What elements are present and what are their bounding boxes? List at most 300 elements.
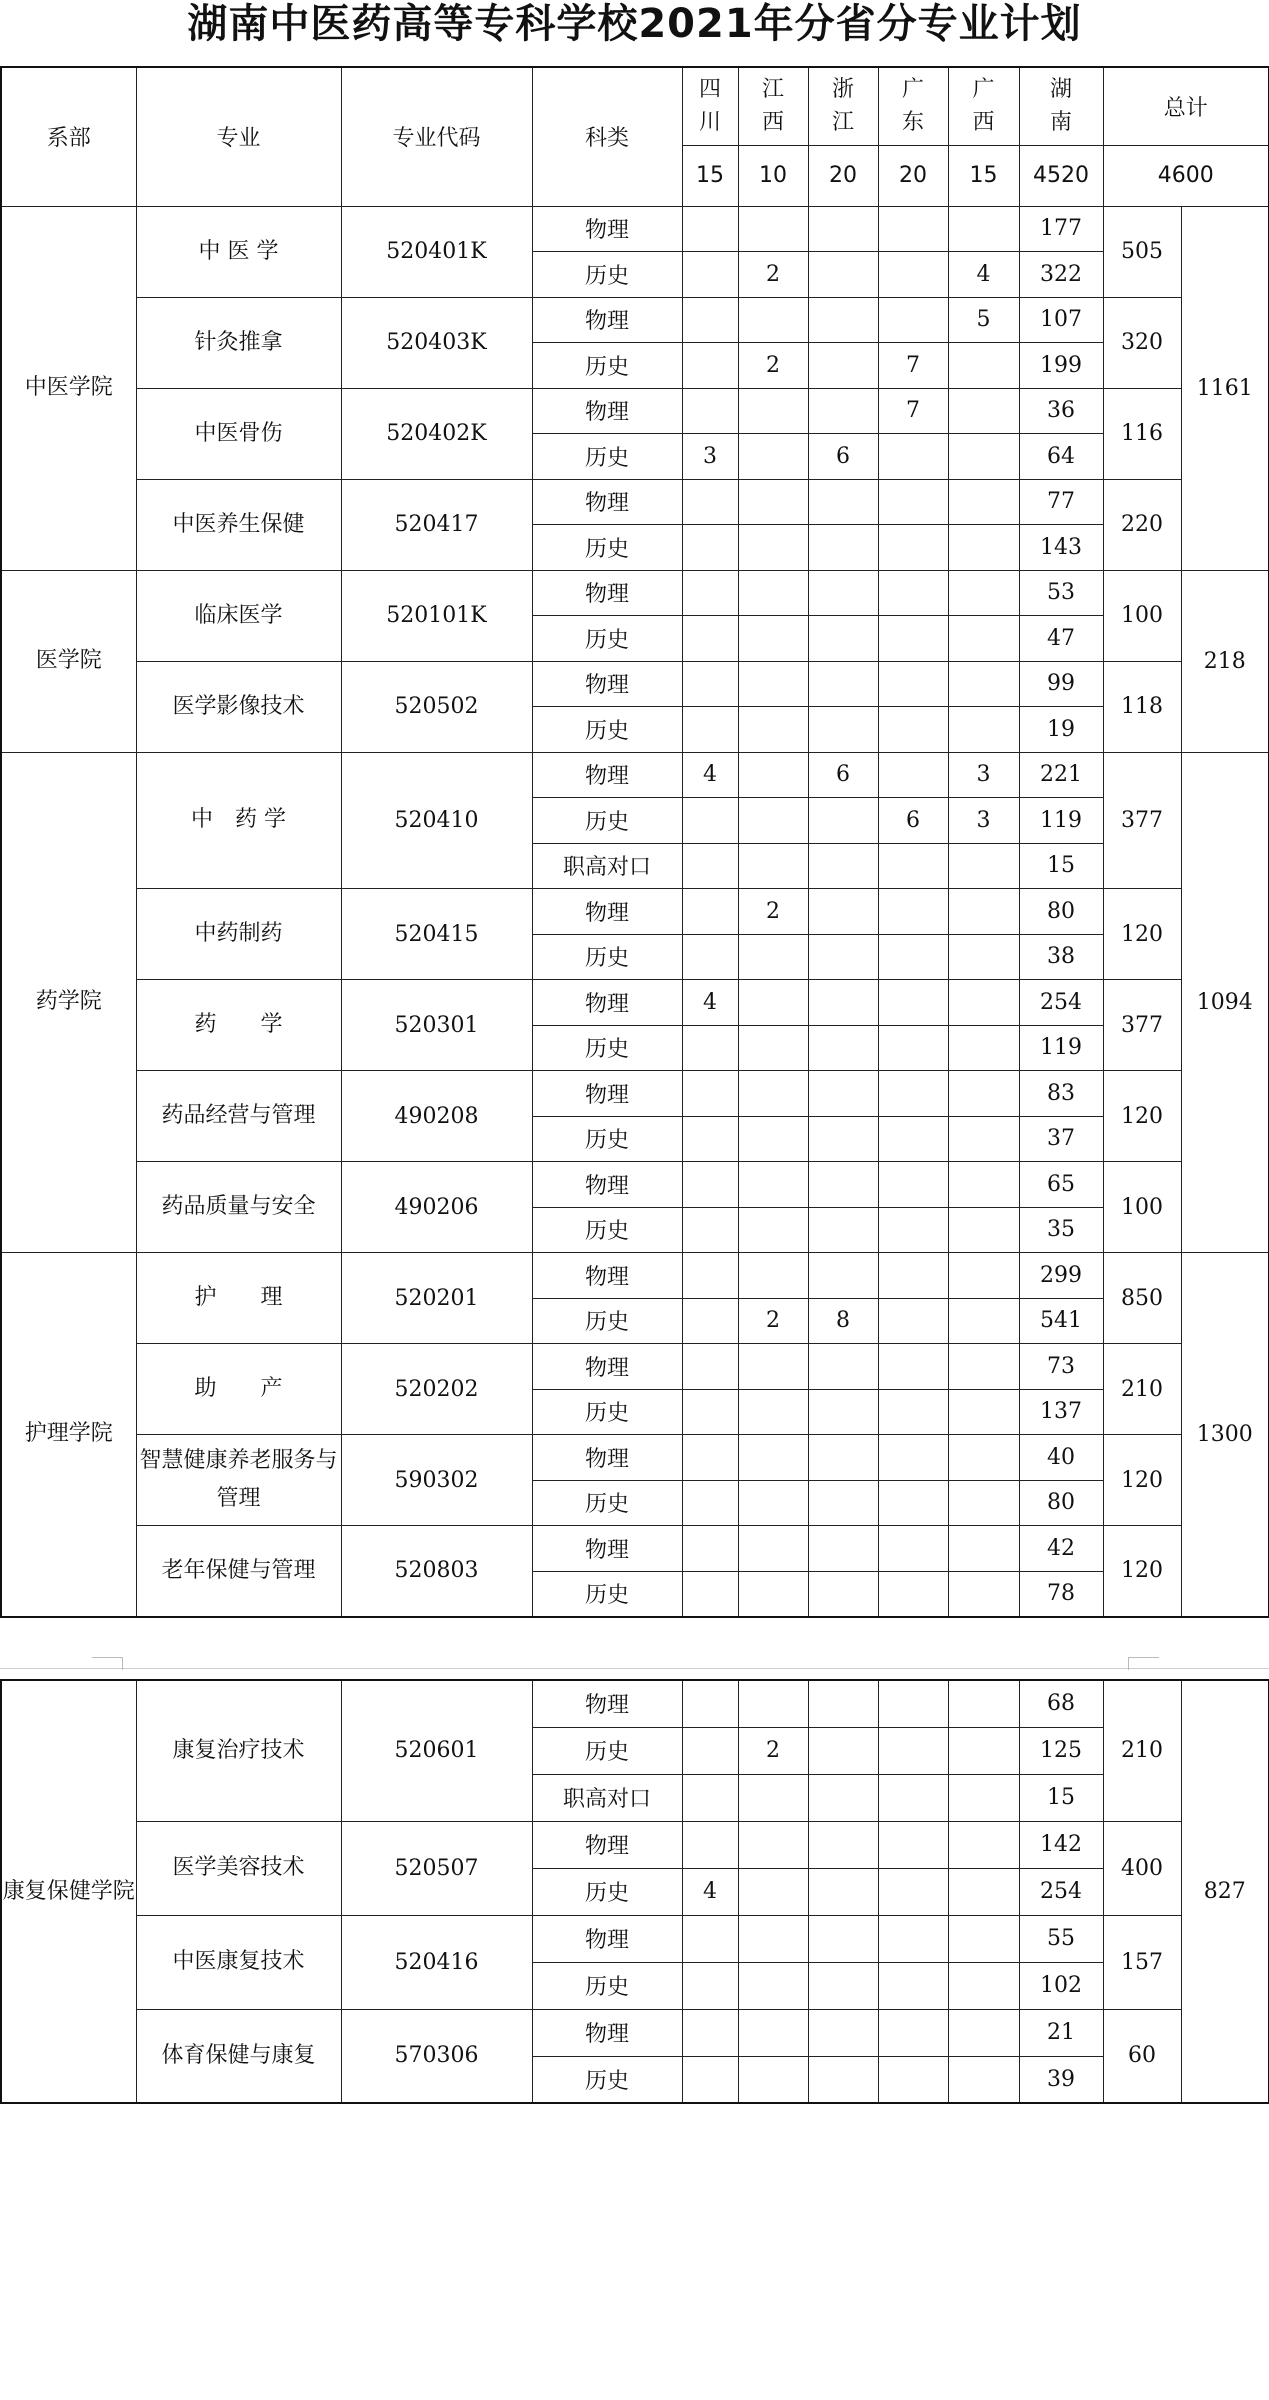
dept-name: 中医学院: [1, 206, 136, 570]
page-break-mark: [92, 1657, 123, 1670]
province-quota: [948, 2009, 1019, 2056]
province-quota: [682, 1435, 738, 1481]
province-quota: 21: [1019, 2009, 1103, 2056]
province-quota: [738, 1162, 808, 1208]
province-quota: [738, 1526, 808, 1572]
province-quota: 53: [1019, 570, 1103, 616]
table-row: [1, 2009, 1269, 2056]
province-quota: 4: [948, 252, 1019, 298]
province-quota: [738, 843, 808, 889]
province-quota: 6: [808, 752, 878, 798]
province-quota: [878, 1253, 948, 1299]
province-quota: [878, 1526, 948, 1572]
province-quota: 3: [682, 434, 738, 480]
province-quota: [878, 1071, 948, 1117]
province-quota: 83: [1019, 1071, 1103, 1117]
header-province-count: 15: [948, 145, 1019, 206]
major-name: 中医康复技术: [136, 1915, 341, 2009]
province-quota: [682, 1915, 738, 1962]
major-total: 400: [1103, 1821, 1181, 1915]
province-quota: [738, 2056, 808, 2103]
province-quota: [738, 1774, 808, 1821]
subject-type: 历史: [532, 343, 682, 389]
major-total: 377: [1103, 980, 1181, 1071]
major-code: 520415: [341, 889, 532, 980]
province-quota: 3: [948, 798, 1019, 844]
table-row: [1, 297, 1269, 343]
province-quota: 2: [738, 889, 808, 935]
province-quota: 37: [1019, 1116, 1103, 1162]
province-quota: [878, 1298, 948, 1344]
province-quota: [808, 1116, 878, 1162]
major-name: 智慧健康养老服务与管理: [136, 1435, 341, 1526]
province-quota: [878, 1207, 948, 1253]
province-quota: [738, 297, 808, 343]
subject-type: 历史: [532, 1025, 682, 1071]
province-quota: 541: [1019, 1298, 1103, 1344]
enrollment-plan-table: [0, 66, 1269, 1618]
province-quota: 254: [1019, 1868, 1103, 1915]
province-quota: [948, 479, 1019, 525]
province-quota: [878, 1162, 948, 1208]
province-quota: [738, 1435, 808, 1481]
province-quota: [948, 206, 1019, 252]
province-quota: [738, 980, 808, 1026]
province-quota: [948, 1071, 1019, 1117]
table-row: [1, 1680, 1269, 1727]
major-code: 520401K: [341, 206, 532, 297]
province-quota: [948, 661, 1019, 707]
province-quota: [682, 707, 738, 753]
subject-type: 历史: [532, 616, 682, 662]
province-quota: [808, 1344, 878, 1390]
province-quota: [682, 1821, 738, 1868]
province-quota: [808, 1526, 878, 1572]
province-quota: [738, 752, 808, 798]
header-dept: 系部: [1, 67, 136, 206]
province-quota: [682, 1389, 738, 1435]
header-province: 广 西: [948, 67, 1019, 145]
province-quota: [808, 661, 878, 707]
province-quota: [948, 980, 1019, 1026]
table-row: [1, 980, 1269, 1026]
subject-type: 历史: [532, 2056, 682, 2103]
province-quota: [948, 570, 1019, 616]
province-quota: 38: [1019, 934, 1103, 980]
dept-name: 康复保健学院: [1, 1680, 136, 2103]
province-quota: [738, 1389, 808, 1435]
major-code: 520202: [341, 1344, 532, 1435]
subject-type: 物理: [532, 661, 682, 707]
major-code: 520402K: [341, 388, 532, 479]
province-quota: [948, 2056, 1019, 2103]
province-quota: [948, 616, 1019, 662]
province-quota: [878, 752, 948, 798]
major-name: 药品质量与安全: [136, 1162, 341, 1253]
province-quota: [948, 1915, 1019, 1962]
province-quota: 80: [1019, 889, 1103, 935]
table-row: [1, 1821, 1269, 1868]
province-quota: [808, 525, 878, 571]
major-code: 520201: [341, 1253, 532, 1344]
major-total: 210: [1103, 1344, 1181, 1435]
table-row: [1, 1253, 1269, 1299]
province-quota: [682, 889, 738, 935]
subject-type: 历史: [532, 798, 682, 844]
header-province: 广 东: [878, 67, 948, 145]
province-quota: 19: [1019, 707, 1103, 753]
subject-type: 历史: [532, 1207, 682, 1253]
province-quota: [682, 1774, 738, 1821]
major-code: 520601: [341, 1680, 532, 1821]
province-quota: [878, 1868, 948, 1915]
major-name: 医学影像技术: [136, 661, 341, 752]
major-total: 118: [1103, 661, 1181, 752]
province-quota: [878, 1571, 948, 1617]
province-quota: [808, 1774, 878, 1821]
subject-type: 物理: [532, 570, 682, 616]
subject-type: 物理: [532, 479, 682, 525]
province-quota: [682, 1526, 738, 1572]
province-quota: [682, 1571, 738, 1617]
province-quota: [682, 297, 738, 343]
header-province-count: 20: [808, 145, 878, 206]
major-name: 中医骨伤: [136, 388, 341, 479]
province-quota: [738, 1680, 808, 1727]
page-title: 湖南中医药高等专科学校2021年分省分专业计划: [187, 1, 1082, 47]
subject-type: 历史: [532, 1298, 682, 1344]
province-quota: 64: [1019, 434, 1103, 480]
subject-type: 物理: [532, 206, 682, 252]
subject-type: 历史: [532, 1962, 682, 2009]
subject-type: 物理: [532, 1680, 682, 1727]
province-quota: [682, 252, 738, 298]
province-quota: 2: [738, 1727, 808, 1774]
province-quota: [878, 616, 948, 662]
table-row: [1, 1344, 1269, 1390]
major-name: 针灸推拿: [136, 297, 341, 388]
province-quota: 3: [948, 752, 1019, 798]
province-quota: [738, 1207, 808, 1253]
province-quota: [738, 206, 808, 252]
province-quota: [878, 1344, 948, 1390]
province-quota: [808, 1389, 878, 1435]
province-quota: [808, 798, 878, 844]
subject-type: 职高对口: [532, 1774, 682, 1821]
province-quota: [878, 434, 948, 480]
province-quota: [738, 798, 808, 844]
major-name: 助 产: [136, 1344, 341, 1435]
province-quota: 80: [1019, 1480, 1103, 1526]
province-quota: 254: [1019, 980, 1103, 1026]
province-quota: [808, 479, 878, 525]
province-quota: [682, 570, 738, 616]
province-quota: [948, 1389, 1019, 1435]
subject-type: 物理: [532, 1071, 682, 1117]
province-quota: [948, 1821, 1019, 1868]
province-quota: [808, 1727, 878, 1774]
subject-type: 物理: [532, 1435, 682, 1481]
header-total-value: 4600: [1103, 145, 1269, 206]
major-code: 520416: [341, 1915, 532, 2009]
province-quota: 2: [738, 1298, 808, 1344]
province-quota: 2: [738, 343, 808, 389]
province-quota: [948, 889, 1019, 935]
province-quota: [808, 297, 878, 343]
province-quota: 6: [808, 434, 878, 480]
dept-name: 护理学院: [1, 1253, 136, 1617]
table-row: [1, 1435, 1269, 1481]
province-quota: [738, 570, 808, 616]
header-province: 江 西: [738, 67, 808, 145]
province-quota: [878, 1025, 948, 1071]
major-total: 60: [1103, 2009, 1181, 2103]
province-quota: [948, 1116, 1019, 1162]
province-quota: [682, 343, 738, 389]
table-body: [1, 206, 1269, 1617]
major-total: 220: [1103, 479, 1181, 570]
province-quota: [682, 798, 738, 844]
dept-total: 1161: [1181, 206, 1269, 570]
major-code: 590302: [341, 1435, 532, 1526]
province-quota: [738, 661, 808, 707]
dept-total: 827: [1181, 1680, 1269, 2103]
province-quota: [878, 1774, 948, 1821]
province-quota: [682, 1298, 738, 1344]
province-quota: 99: [1019, 661, 1103, 707]
major-name: 体育保健与康复: [136, 2009, 341, 2103]
province-quota: [738, 707, 808, 753]
province-quota: 39: [1019, 2056, 1103, 2103]
province-quota: [682, 388, 738, 434]
province-quota: [948, 707, 1019, 753]
province-quota: [738, 1962, 808, 2009]
province-quota: [808, 934, 878, 980]
major-total: 505: [1103, 206, 1181, 297]
province-quota: [948, 1571, 1019, 1617]
province-quota: 142: [1019, 1821, 1103, 1868]
province-quota: 7: [878, 343, 948, 389]
subject-type: 历史: [532, 1727, 682, 1774]
major-total: 120: [1103, 1071, 1181, 1162]
subject-type: 物理: [532, 388, 682, 434]
subject-type: 历史: [532, 434, 682, 480]
table-row: [1, 1071, 1269, 1117]
province-quota: [808, 1868, 878, 1915]
province-quota: 119: [1019, 1025, 1103, 1071]
province-quota: 4: [682, 752, 738, 798]
header-province: 湖 南: [1019, 67, 1103, 145]
major-name: 中 医 学: [136, 206, 341, 297]
province-quota: [878, 570, 948, 616]
province-quota: 177: [1019, 206, 1103, 252]
province-quota: [682, 1116, 738, 1162]
province-quota: 199: [1019, 343, 1103, 389]
province-quota: 35: [1019, 1207, 1103, 1253]
province-quota: [682, 661, 738, 707]
province-quota: [948, 1435, 1019, 1481]
dept-name: 医学院: [1, 570, 136, 752]
province-quota: [682, 1962, 738, 2009]
province-quota: 77: [1019, 479, 1103, 525]
dept-total: 1300: [1181, 1253, 1269, 1617]
province-quota: [948, 1727, 1019, 1774]
table-row: [1, 206, 1269, 252]
province-quota: [808, 1071, 878, 1117]
subject-type: 物理: [532, 1526, 682, 1572]
province-quota: [682, 616, 738, 662]
major-code: 490208: [341, 1071, 532, 1162]
province-quota: [878, 206, 948, 252]
province-quota: [878, 1962, 948, 2009]
province-quota: [878, 889, 948, 935]
province-quota: [738, 1868, 808, 1915]
province-quota: 7: [878, 388, 948, 434]
province-quota: 4: [682, 980, 738, 1026]
header-province: 四 川: [682, 67, 738, 145]
province-quota: [878, 1727, 948, 1774]
province-quota: [682, 1344, 738, 1390]
province-quota: [808, 2009, 878, 2056]
province-quota: [878, 479, 948, 525]
province-quota: [948, 343, 1019, 389]
subject-type: 历史: [532, 1389, 682, 1435]
table-row: [1, 1162, 1269, 1208]
province-quota: 42: [1019, 1526, 1103, 1572]
header-major: 专业: [136, 67, 341, 206]
province-quota: [808, 2056, 878, 2103]
province-quota: [738, 1821, 808, 1868]
province-quota: [738, 1344, 808, 1390]
province-quota: [948, 388, 1019, 434]
province-quota: [878, 843, 948, 889]
subject-type: 历史: [532, 1480, 682, 1526]
major-total: 850: [1103, 1253, 1181, 1344]
province-quota: [878, 525, 948, 571]
province-quota: [808, 889, 878, 935]
province-quota: [948, 843, 1019, 889]
province-quota: 102: [1019, 1962, 1103, 2009]
major-code: 520502: [341, 661, 532, 752]
province-quota: [878, 1680, 948, 1727]
province-quota: [738, 479, 808, 525]
province-quota: 6: [878, 798, 948, 844]
province-quota: 107: [1019, 297, 1103, 343]
province-quota: [808, 570, 878, 616]
subject-type: 物理: [532, 752, 682, 798]
province-quota: [808, 980, 878, 1026]
province-quota: [948, 1298, 1019, 1344]
major-total: 120: [1103, 1526, 1181, 1617]
enrollment-plan-table-continued: [0, 1679, 1269, 2104]
major-total: 210: [1103, 1680, 1181, 1821]
province-quota: [948, 1207, 1019, 1253]
province-quota: [948, 1526, 1019, 1572]
province-quota: [948, 1025, 1019, 1071]
table-row: [1, 889, 1269, 935]
province-quota: 78: [1019, 1571, 1103, 1617]
province-quota: [682, 1207, 738, 1253]
subject-type: 历史: [532, 1116, 682, 1162]
province-quota: 119: [1019, 798, 1103, 844]
major-total: 120: [1103, 889, 1181, 980]
province-quota: 137: [1019, 1389, 1103, 1435]
province-quota: 68: [1019, 1680, 1103, 1727]
province-quota: [878, 707, 948, 753]
province-quota: [808, 1962, 878, 2009]
major-code: 520101K: [341, 570, 532, 661]
province-quota: 125: [1019, 1727, 1103, 1774]
province-quota: [682, 934, 738, 980]
major-code: 520507: [341, 1821, 532, 1915]
header-province-count: 20: [878, 145, 948, 206]
province-quota: [808, 1207, 878, 1253]
province-quota: [738, 388, 808, 434]
province-quota: [878, 1821, 948, 1868]
major-name: 药品经营与管理: [136, 1071, 341, 1162]
province-quota: [738, 1915, 808, 1962]
province-quota: [808, 343, 878, 389]
province-quota: [878, 980, 948, 1026]
province-quota: [878, 252, 948, 298]
major-code: 520403K: [341, 297, 532, 388]
subject-type: 物理: [532, 1344, 682, 1390]
major-name: 中 药 学: [136, 752, 341, 889]
major-name: 医学美容技术: [136, 1821, 341, 1915]
subject-type: 历史: [532, 1571, 682, 1617]
province-quota: [682, 1680, 738, 1727]
major-code: 520301: [341, 980, 532, 1071]
header-province-count: 15: [682, 145, 738, 206]
province-quota: [948, 525, 1019, 571]
province-quota: [948, 1253, 1019, 1299]
major-code: 520803: [341, 1526, 532, 1617]
province-quota: [808, 206, 878, 252]
major-name: 中医养生保健: [136, 479, 341, 570]
province-quota: [682, 2056, 738, 2103]
province-quota: [808, 1571, 878, 1617]
major-code: 520410: [341, 752, 532, 889]
table-row: [1, 661, 1269, 707]
page-break-mark: [1128, 1657, 1159, 1670]
table-body: [1, 1680, 1269, 2103]
province-quota: [738, 434, 808, 480]
province-quota: [808, 388, 878, 434]
province-quota: [738, 1253, 808, 1299]
province-quota: [808, 1480, 878, 1526]
province-quota: 2: [738, 252, 808, 298]
province-quota: [948, 1868, 1019, 1915]
header-province-count: 10: [738, 145, 808, 206]
major-total: 377: [1103, 752, 1181, 889]
province-quota: [948, 1480, 1019, 1526]
province-quota: [878, 1480, 948, 1526]
subject-type: 物理: [532, 1162, 682, 1208]
major-name: 护 理: [136, 1253, 341, 1344]
dept-name: 药学院: [1, 752, 136, 1253]
province-quota: 55: [1019, 1915, 1103, 1962]
subject-type: 历史: [532, 252, 682, 298]
page-break-line: [0, 1668, 1269, 1669]
province-quota: [682, 479, 738, 525]
province-quota: [682, 1025, 738, 1071]
province-quota: [682, 1162, 738, 1208]
table-row: [1, 388, 1269, 434]
subject-type: 历史: [532, 934, 682, 980]
subject-type: 职高对口: [532, 843, 682, 889]
province-quota: [808, 1915, 878, 1962]
province-quota: [948, 934, 1019, 980]
